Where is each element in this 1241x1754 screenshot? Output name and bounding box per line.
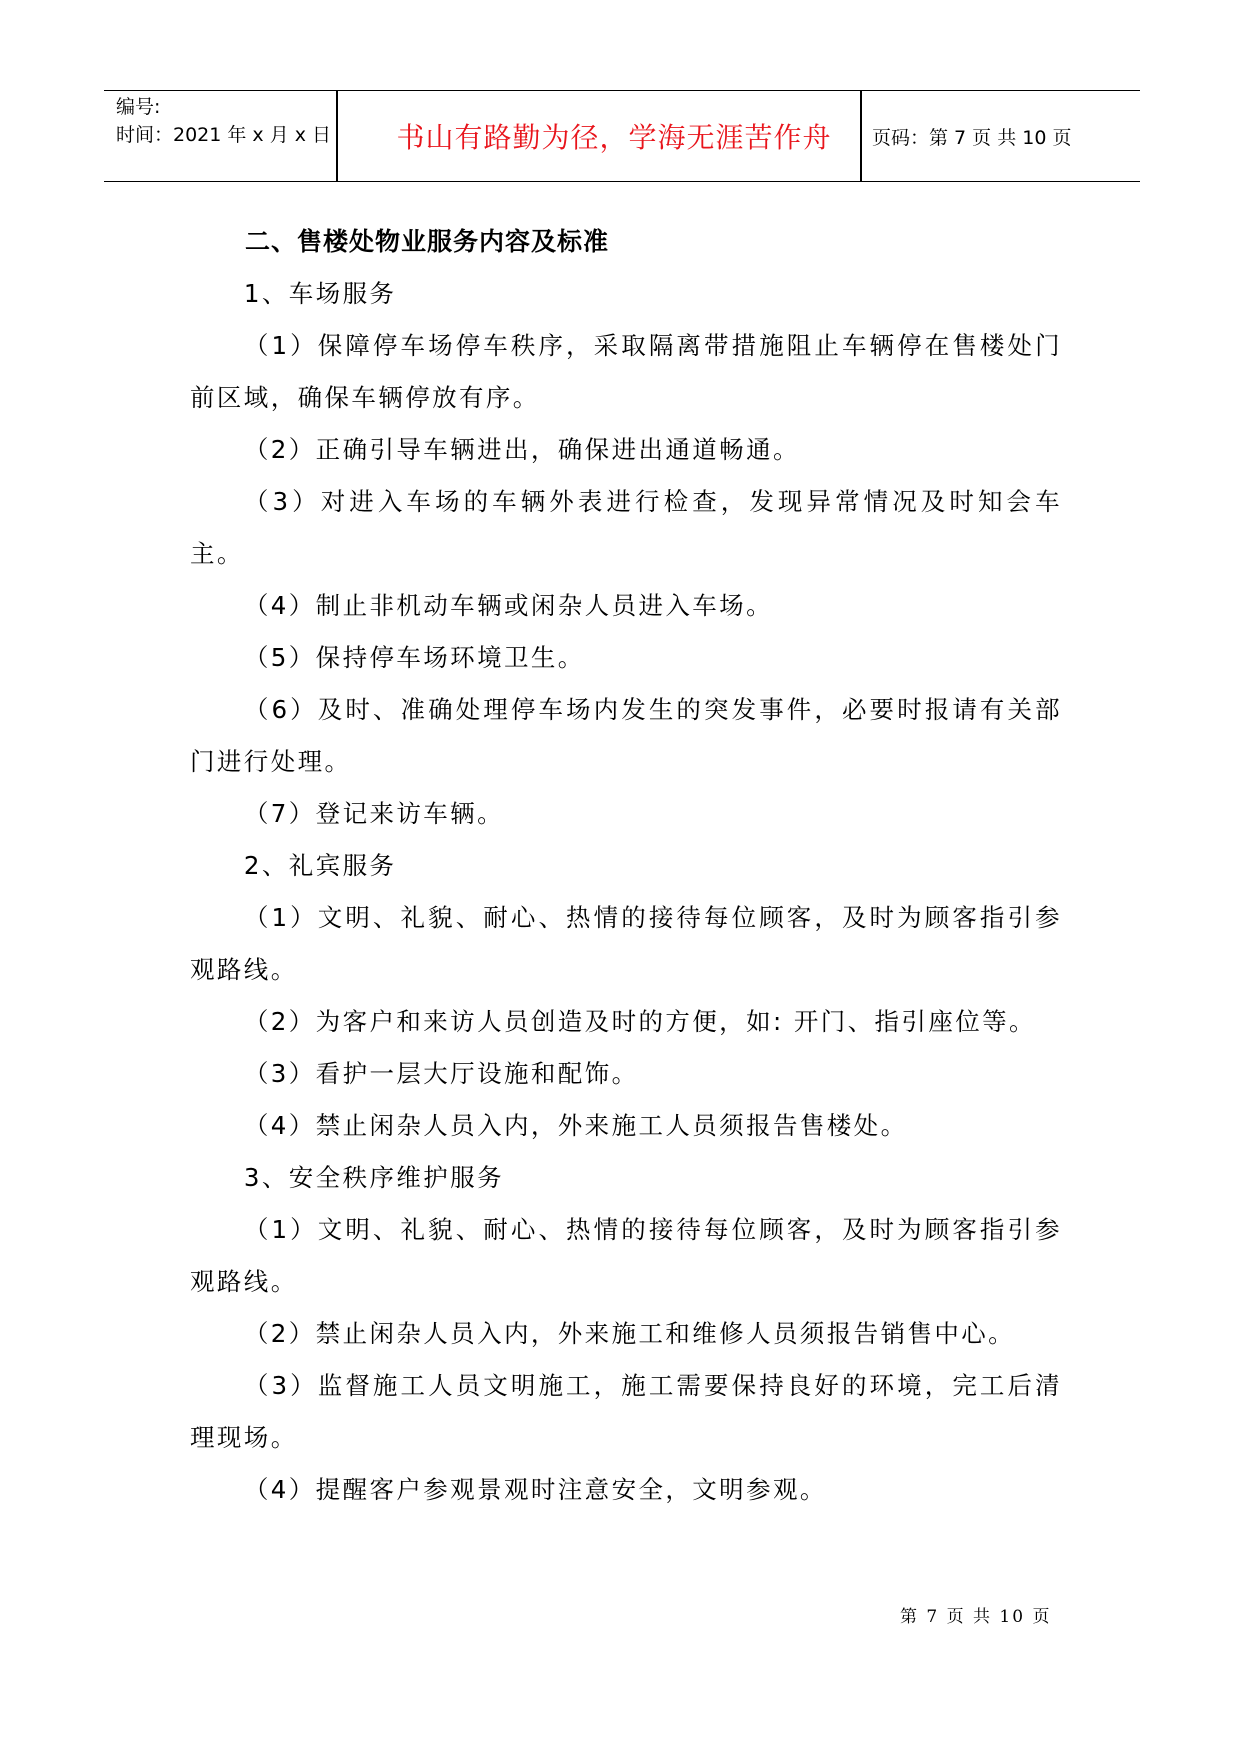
header-motto: 书山有路勤为径，学海无涯苦作舟 bbox=[396, 121, 832, 154]
paragraph: （4）禁止闲杂人员入内，外来施工人员须报告售楼处。 bbox=[243, 1111, 908, 1140]
paragraph: （2）正确引导车辆进出，确保进出通道畅通。 bbox=[243, 435, 800, 464]
paragraph: （1）文明、礼貌、耐心、热情的接待每位顾客，及时为顾客指引参观路线。 bbox=[190, 903, 1062, 984]
paragraph: （2）禁止闲杂人员入内，外来施工和维修人员须报告销售中心。 bbox=[243, 1319, 1016, 1348]
document-header bbox=[104, 90, 1140, 182]
subsection-heading: 2、礼宾服务 bbox=[243, 851, 397, 880]
document-body bbox=[190, 216, 1062, 1516]
paragraph: （1）文明、礼貌、耐心、热情的接待每位顾客，及时为顾客指引参观路线。 bbox=[190, 1215, 1062, 1296]
paragraph: （4）制止非机动车辆或闲杂人员进入车场。 bbox=[243, 591, 773, 620]
paragraph: （4）提醒客户参观景观时注意安全，文明参观。 bbox=[243, 1475, 827, 1504]
paragraph: （1）保障停车场停车秩序，采取隔离带措施阻止车辆停在售楼处门前区域，确保车辆停放有序。 bbox=[190, 331, 1062, 412]
paragraph: （3）对进入车场的车辆外表进行检查，发现异常情况及时知会车主。 bbox=[190, 487, 1062, 568]
header-divider-right bbox=[860, 91, 862, 181]
header-page-info: 页码：第 7 页 共 10 页 bbox=[872, 126, 1072, 149]
page-footer: 第 7 页 共 10 页 bbox=[900, 1607, 1052, 1627]
document-number-label: 编号: bbox=[116, 96, 161, 118]
document-time-label: 时间：2021 年 x 月 x 日 bbox=[116, 124, 332, 146]
section-title: 二、售楼处物业服务内容及标准 bbox=[245, 227, 610, 256]
paragraph: （3）监督施工人员文明施工，施工需要保持良好的环境，完工后清理现场。 bbox=[190, 1371, 1062, 1452]
paragraph: （7）登记来访车辆。 bbox=[243, 799, 504, 828]
paragraph: （2）为客户和来访人员创造及时的方便，如: 开门、指引座位等。 bbox=[243, 1007, 1036, 1036]
paragraph: （6）及时、准确处理停车场内发生的突发事件，必要时报请有关部门进行处理。 bbox=[190, 695, 1062, 776]
paragraph: （3）看护一层大厅设施和配饰。 bbox=[243, 1059, 639, 1088]
header-meta bbox=[116, 93, 366, 149]
header-divider-left bbox=[336, 91, 338, 181]
subsection-heading: 1、车场服务 bbox=[243, 279, 397, 308]
paragraph: （5）保持停车场环境卫生。 bbox=[243, 643, 585, 672]
subsection-heading: 3、安全秩序维护服务 bbox=[243, 1163, 504, 1192]
